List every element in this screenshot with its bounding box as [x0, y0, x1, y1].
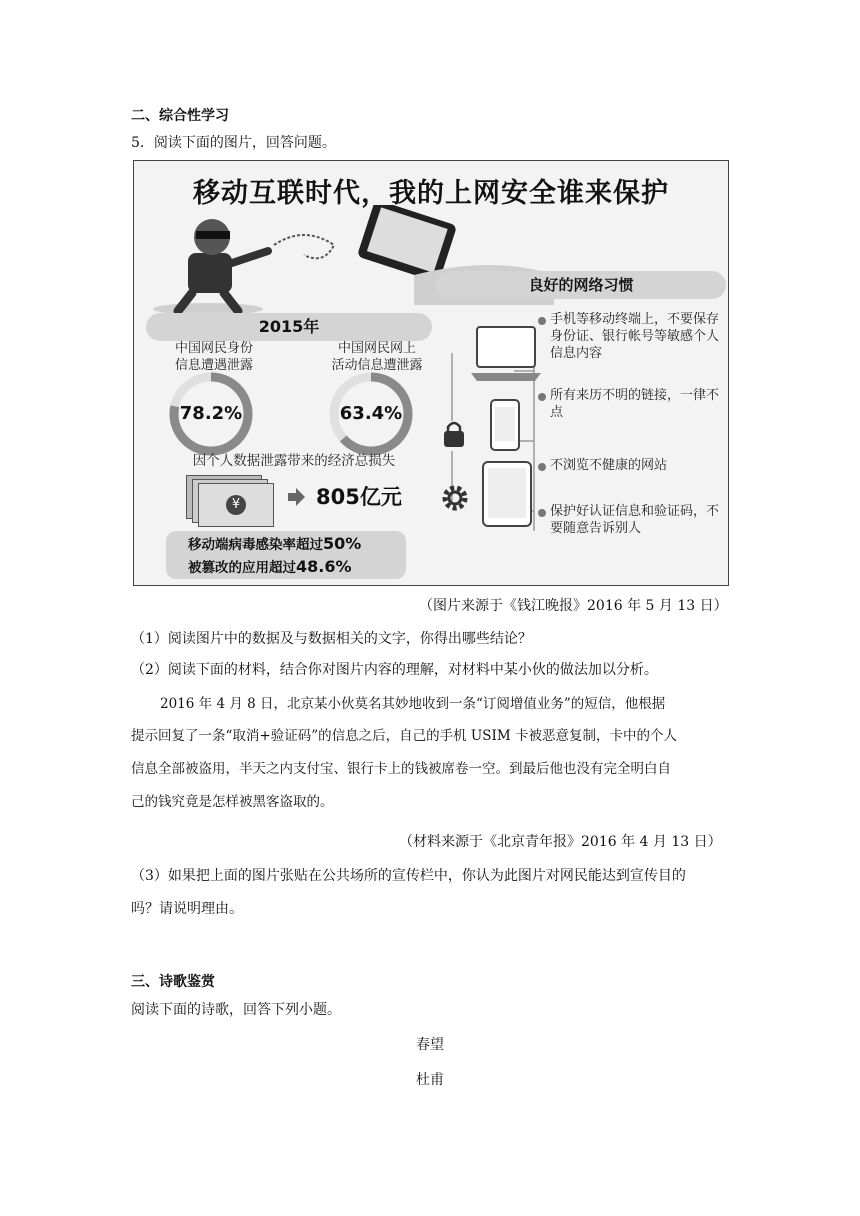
laptop-icon: [471, 323, 541, 385]
habit-bullet-1: [538, 317, 546, 325]
stat2-label-line1: 中国网民网上: [337, 341, 416, 356]
currency-symbol: ¥: [226, 495, 246, 515]
habit-bullet-3: [538, 463, 546, 471]
material-line-4: 己的钱究竟是怎样被黑客盗取的。: [131, 794, 334, 810]
sub-question-3-line-1: （3）如果把上面的图片张贴在公共场所的宣传栏中，你认为此图片对网民能达到宣传目的: [131, 868, 686, 884]
tablet-icon: [482, 461, 532, 527]
loss-label: 因个人数据泄露带来的经济总损失: [192, 453, 396, 469]
padlock-icon: [442, 419, 466, 449]
stat1-ring: [166, 369, 256, 459]
stat2-ring: [326, 369, 416, 459]
habits-title: 良好的网络习惯: [436, 271, 726, 299]
habit-bullet-4: [538, 509, 546, 517]
stat2-label-line2: 活动信息遭泄露: [331, 358, 423, 373]
sub-question-3-line-2: 吗？请说明理由。: [131, 901, 243, 917]
virus-line1-value: 50%: [323, 534, 362, 553]
material-line-1: 2016 年 4 月 8 日，北京某小伙莫名其妙地收到一条“订阅增值业务”的短信，他根据: [160, 696, 666, 712]
stat2-value: 63.4%: [339, 403, 403, 424]
habit-3: 不浏览不健康的网站: [550, 458, 668, 473]
poem-title: 春望: [416, 1037, 444, 1053]
gear-icon: [440, 483, 470, 513]
infographic: [133, 160, 729, 586]
banknotes-icon: [186, 475, 274, 525]
arrow-right-icon: [286, 487, 306, 507]
sub-question-2: （2）阅读下面的材料，结合你对图片内容的理解，对材料中某小伙的做法加以分析。: [131, 662, 658, 678]
poem-author: 杜甫: [416, 1072, 444, 1088]
stat1-label-line2: 信息遭遇泄露: [174, 358, 253, 373]
virus-line2-text: 被篡改的应用超过: [188, 560, 296, 576]
material-line-3: 信息全部被盗用，半天之内支付宝、银行卡上的钱被席卷一空。到最后他也没有完全明白自: [131, 761, 671, 777]
section-heading: 二、综合性学习: [131, 108, 229, 124]
habit-2: 所有来历不明的链接，一律不点: [550, 388, 720, 420]
stat1-label-line1: 中国网民身份: [174, 341, 253, 356]
virus-line2-value: 48.6%: [296, 557, 352, 576]
loss-value: 805亿元: [316, 485, 402, 509]
habit-4: 保护好认证信息和验证码，不要随意告诉别人: [550, 504, 720, 536]
question-text: 5．阅读下面的图片，回答问题。: [131, 135, 336, 151]
habit-1: 手机等移动终端上，不要保存身份证、银行帐号等敏感个人信息内容: [550, 312, 720, 361]
image-source: （图片来源于《钱江晚报》2016 年 5 月 13 日）: [419, 598, 728, 614]
virus-stats-box: [166, 531, 406, 579]
infographic-title: 移动互联时代，我的上网安全谁来保护: [193, 178, 669, 209]
year-pill: 2015年: [146, 313, 432, 341]
material-line-2: 提示回复了一条“取消+验证码”的信息之后，自己的手机 USIM 卡被恶意复制，卡中的个人: [131, 728, 677, 744]
stat1-value: 78.2%: [179, 403, 243, 424]
virus-line1-text: 移动端病毒感染率超过: [188, 537, 323, 553]
section-heading-poetry: 三、诗歌鉴赏: [131, 974, 215, 990]
poetry-instruction: 阅读下面的诗歌，回答下列小题。: [131, 1002, 341, 1018]
smartphone-icon: [490, 399, 520, 451]
sub-question-1: （1）阅读图片中的数据及与数据相关的文字，你得出哪些结论？: [131, 631, 532, 647]
material-source: （材料来源于《北京青年报》2016 年 4 月 13 日）: [399, 834, 722, 850]
habit-bullet-2: [538, 393, 546, 401]
